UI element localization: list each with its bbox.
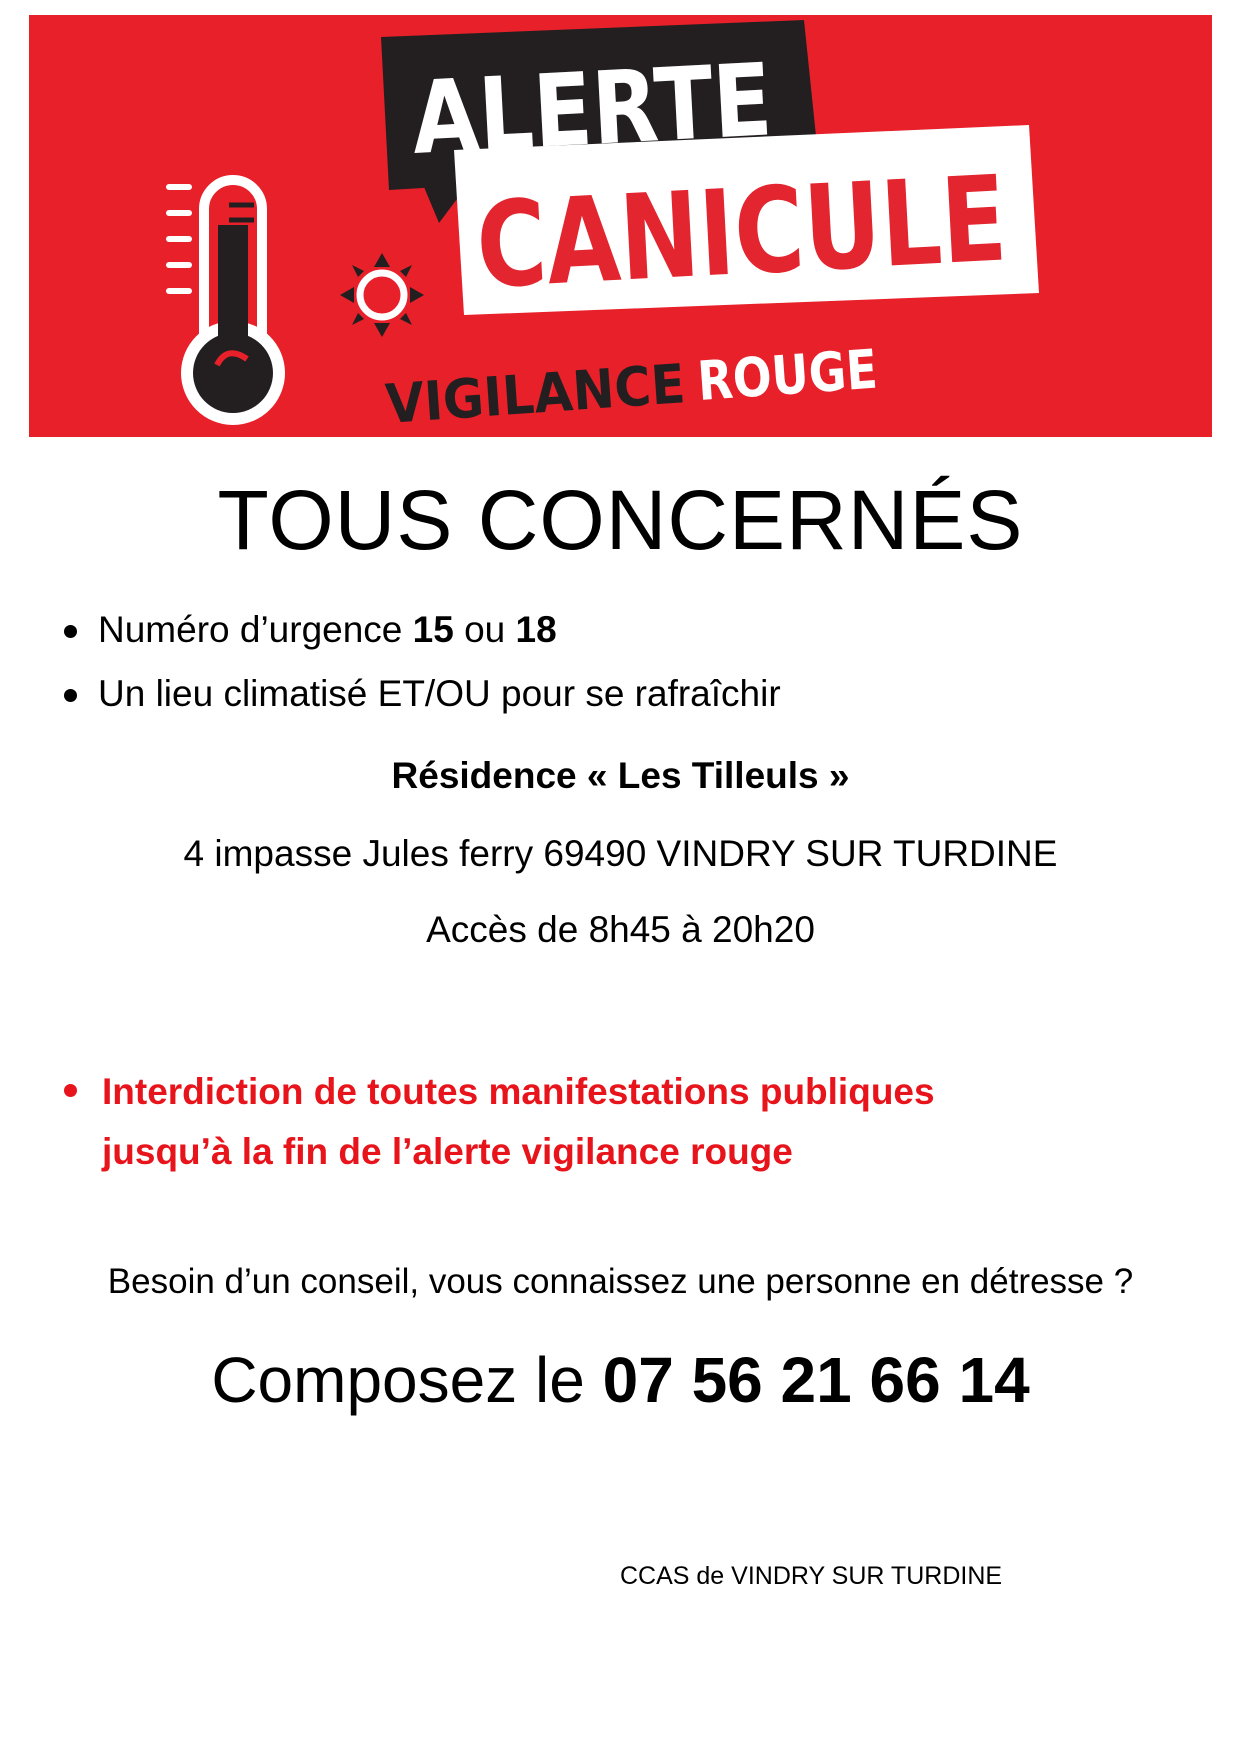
info-list: [60, 608, 1180, 736]
cool-place-text: Un lieu climatisé ET/OU pour se rafraîchir: [98, 673, 781, 714]
page-title: TOUS CONCERNÉS: [217, 473, 1024, 567]
warning-line-1-wrapper: [60, 1062, 1180, 1122]
emergency-number-18: 18: [515, 609, 557, 650]
warning-line-2: jusqu’à la fin de l’alerte vigilance rouge: [102, 1131, 793, 1172]
warning-line-1: Interdiction de toutes manifestations publiques: [102, 1071, 935, 1112]
emergency-prefix: Numéro d’urgence: [98, 609, 413, 650]
alert-banner-graphic: [29, 15, 1212, 437]
phone-number[interactable]: 07 56 21 66 14: [602, 1344, 1030, 1416]
canicule-label-box: [454, 125, 1139, 315]
compose-prefix: Composez le: [211, 1344, 603, 1416]
help-question: Besoin d’un conseil, vous connaissez une personne en détresse ?: [107, 1262, 1134, 1301]
list-item-emergency: [60, 608, 1180, 652]
warning-line-2-wrapper: [60, 1122, 1180, 1182]
footer-signature: CCAS de VINDRY SUR TURDINE: [620, 1562, 1003, 1590]
residence-name: Résidence « Les Tilleuls »: [391, 755, 850, 796]
vigilance-word: VIGILANCE: [383, 350, 712, 436]
list-item-cool-place: [60, 672, 1180, 716]
bullet-icon: [64, 1084, 77, 1097]
emergency-mid: ou: [453, 609, 516, 650]
alert-banner: [29, 15, 1212, 437]
call-to-action: [0, 1340, 1241, 1420]
bullet-icon: [64, 689, 77, 702]
emergency-number-15: 15: [412, 609, 454, 650]
bullet-icon: [64, 625, 77, 638]
warning-block: [60, 1062, 1180, 1182]
canicule-word: CANICULE: [473, 142, 1139, 315]
access-hours: Accès de 8h45 à 20h20: [426, 909, 815, 950]
alerte-word: ALERTE: [409, 38, 834, 177]
rouge-word: ROUGE: [695, 335, 912, 413]
residence-address: 4 impasse Jules ferry 69490 VINDRY SUR TURDINE: [183, 833, 1058, 874]
